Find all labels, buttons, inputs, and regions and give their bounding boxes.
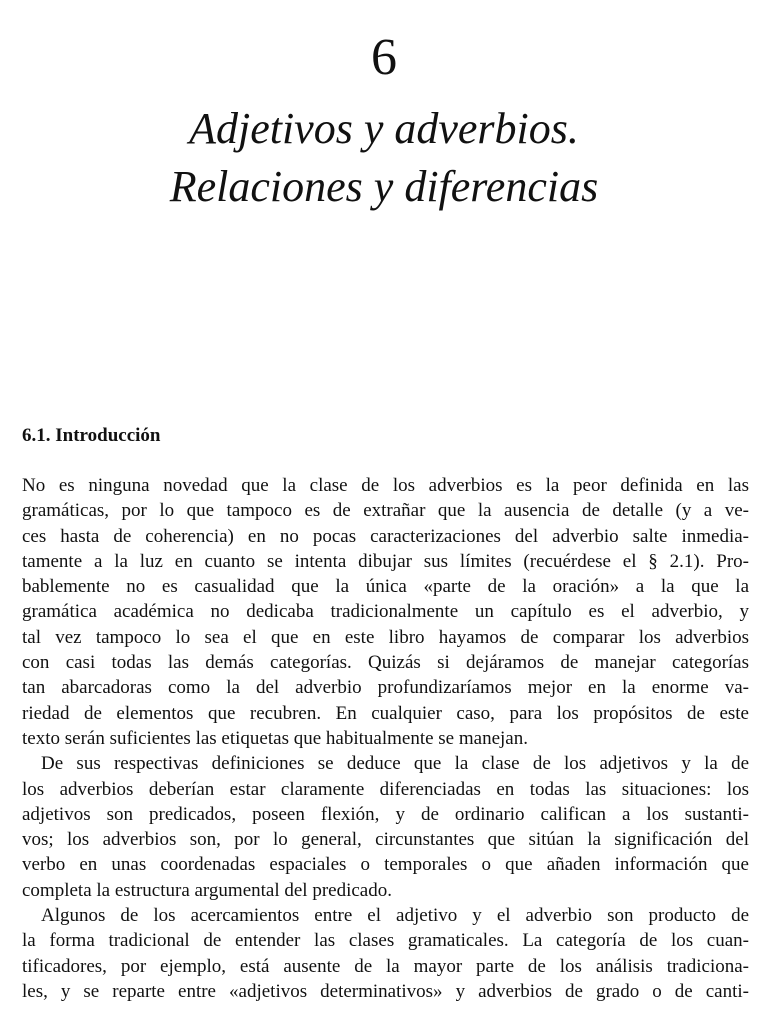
text-line: ces hasta de coherencia) en no pocas caracterizaciones del adverbio salte inmedia- bbox=[22, 525, 749, 547]
text-line: les, y se reparte entre «adjetivos determinativos» y adverbios de grado o de canti- bbox=[22, 980, 749, 1002]
text-line: gramática académica no dedicaba tradicionalmente un capítulo es el adverbio, y bbox=[22, 601, 749, 623]
text-line: gramáticas, por lo que tampoco es de extrañar que la ausencia de detalle (y a ve- bbox=[22, 500, 749, 522]
text-line: con casi todas las demás categorías. Quizás si dejáramos de manejar categorías bbox=[22, 652, 749, 674]
body-text bbox=[22, 473, 749, 1004]
paragraph-3 bbox=[22, 903, 749, 1004]
text-line: Algunos de los acercamientos entre el adjetivo y el adverbio son producto de bbox=[41, 905, 749, 927]
text-line: bablemente no es casualidad que la única «parte de la oración» a la que la bbox=[22, 576, 749, 598]
chapter-title-line-2: Relaciones y diferencias bbox=[169, 162, 599, 211]
chapter-title-line-1: Adjetivos y adverbios. bbox=[189, 104, 579, 153]
text-line: texto serán suficientes las etiquetas que habitualmente se manejan. bbox=[22, 727, 528, 749]
chapter-number: 6 bbox=[371, 29, 397, 86]
text-line: De sus respectivas definiciones se deduce que la clase de los adjetivos y la de bbox=[41, 753, 749, 775]
text-line: verbo en unas coordenadas espaciales o temporales o que añaden información que bbox=[22, 854, 749, 876]
text-line: No es ninguna novedad que la clase de los adverbios es la peor definida en las bbox=[22, 475, 749, 496]
text-line: la forma tradicional de entender las clases gramaticales. La categoría de los cuan- bbox=[22, 930, 749, 952]
paragraph-2 bbox=[22, 751, 749, 903]
text-line: los adverbios deberían estar claramente diferenciadas en todas las situaciones: los bbox=[22, 778, 749, 800]
text-line: tan abarcadoras como la del adverbio profundizaríamos mejor en la enorme va- bbox=[22, 677, 749, 699]
section-heading: 6.1. Introducción bbox=[22, 425, 161, 446]
text-line: vos; los adverbios son, por lo general, circunstantes que sitúan la significación del bbox=[22, 829, 749, 851]
text-line: adjetivos son predicados, poseen flexión, y de ordinario califican a los sustanti- bbox=[22, 803, 749, 825]
text-line: riedad de elementos que recubren. En cualquier caso, para los propósitos de este bbox=[22, 702, 749, 724]
text-line: tamente a la luz en cuanto se intenta dibujar sus límites (recuérdese el § 2.1). Pro- bbox=[22, 550, 749, 572]
text-line: completa la estructura argumental del predicado. bbox=[22, 879, 392, 901]
text-line: tificadores, por ejemplo, está ausente de la mayor parte de los análisis tradiciona- bbox=[22, 955, 749, 977]
chapter-title bbox=[0, 100, 768, 216]
text-line: tal vez tampoco lo sea el que en este libro hayamos de comparar los adverbios bbox=[22, 626, 749, 648]
paragraph-1 bbox=[22, 473, 749, 751]
